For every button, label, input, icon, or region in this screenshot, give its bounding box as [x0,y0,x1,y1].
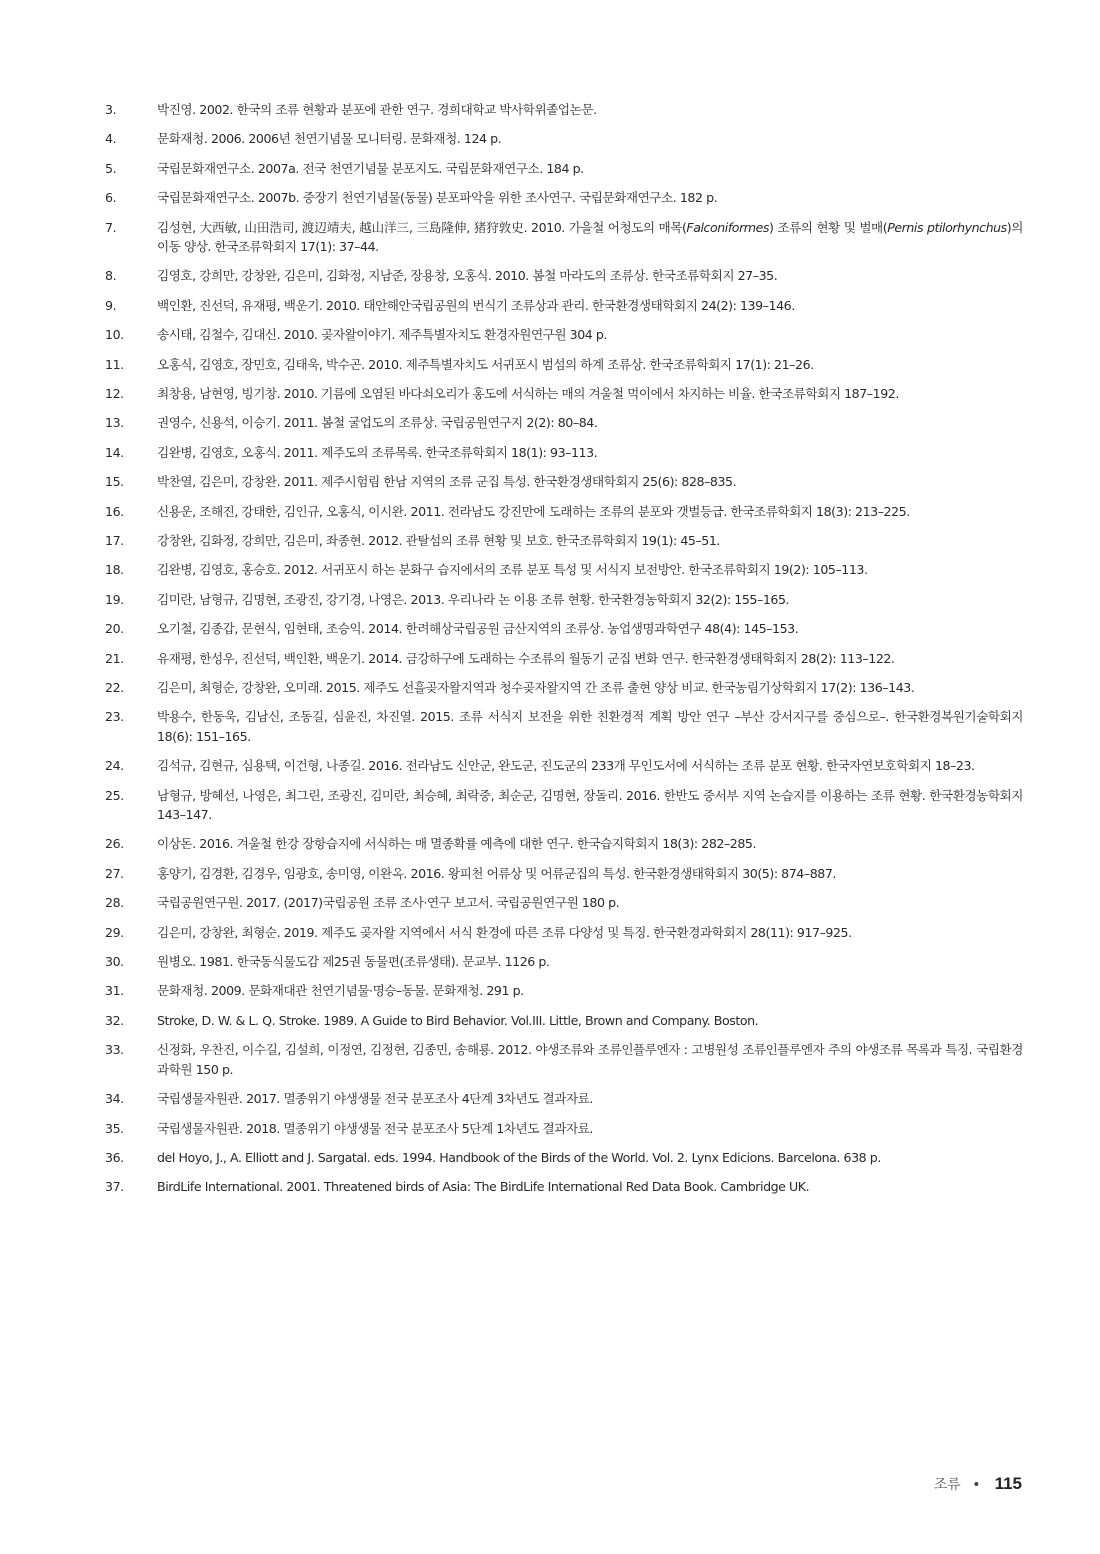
reference-number: 10. [105,327,124,343]
page-number: 115 [994,1474,1022,1493]
reference-item [105,981,1023,1001]
reference-item [105,188,1023,208]
reference-number: 14. [105,444,124,460]
reference-text: 박찬열, 김은미, 강창완. 2011. 제주시험림 한남 지역의 조류 군집 특성. 한국환경생태학회지 25(6): 828–835. [157,474,737,490]
reference-number: 13. [105,415,124,431]
reference-text: 김미란, 남형규, 김명현, 조광진, 강기경, 나영은. 2013. 우리나라 논 이용 조류 현황. 한국환경농학회지 32(2): 155–165. [157,591,790,607]
reference-text: 박용수, 한동욱, 김남신, 조동길, 심윤진, 차진열. 2015. 조류 서식지 보전을 위한 친환경적 계획 방안 연구 –부산 강서지구를 중심으로–. 한국환경복원기술학회지 18(6): 151–165. [157,709,1023,744]
reference-number: 4. [105,131,117,147]
reference-item [105,1089,1023,1109]
reference-text: 문화재청. 2006. 2006년 천연기념물 모니터링. 문화재청. 124 p. [157,131,502,147]
reference-text: 박진영. 2002. 한국의 조류 현황과 분포에 관한 연구. 경희대학교 박사학위졸업논문. [157,102,597,117]
reference-number: 30. [105,954,124,970]
reference-number: 7. [105,219,117,235]
reference-item [105,325,1023,345]
reference-item [105,413,1023,433]
reference-number: 20. [105,621,124,637]
reference-number: 24. [105,758,124,774]
reference-item [105,266,1023,286]
reference-text: 국립생물자원관. 2018. 멸종위기 야생생물 전국 분포조사 5단계 1차년도 결과자료. [157,1120,593,1136]
reference-text: 김영호, 강희만, 강창완, 김은미, 김화정, 지남준, 장용창, 오홍식. 2010. 봄철 마라도의 조류상. 한국조류학회지 27–35. [157,268,778,284]
reference-text: 백인환, 진선덕, 유재평, 백운기. 2010. 태안해안국립공원의 번식기 조류상과 관리. 한국환경생태학회지 24(2): 139–146. [157,297,795,313]
reference-number: 37. [105,1179,124,1195]
reference-number: 27. [105,865,124,881]
reference-text: 김은미, 최형순, 강창완, 오미래. 2015. 제주도 선흘곶자왈지역과 청수곶자왈지역 간 조류 출현 양상 비교. 한국농림기상학회지 17(2): 136–143. [157,679,915,695]
reference-item [105,159,1023,179]
reference-number: 22. [105,679,124,695]
reference-text: 이상돈. 2016. 겨울철 한강 장항습지에 서식하는 매 멸종확률 예측에 대한 연구. 한국습지학회지 18(3): 282–285. [157,836,757,852]
reference-number: 35. [105,1120,124,1136]
reference-number: 18. [105,562,124,578]
reference-item [105,531,1023,551]
reference-text: 국립문화재연구소. 2007b. 중장기 천연기념물(동물) 분포파악을 위한 조사연구. 국립문화재연구소. 182 p. [157,190,718,206]
reference-text: 신정화, 우찬진, 이수길, 김설희, 이정연, 김정현, 김종민, 송해룡. 2012. 야생조류와 조류인플루엔자 : 고병원성 조류인플루엔자 주의 야생조류 목록과 특징. 국립환경과학원 150 p. [157,1042,1023,1077]
reference-text: 송시태, 김철수, 김대신. 2010. 곶자왈이야기. 제주특별자치도 환경자원연구원 304 p. [157,327,607,343]
reference-item [105,355,1023,375]
reference-text: BirdLife International. 2001. Threatened birds of Asia: The BirdLife International Red Data Book. Cambridge UK. [157,1179,810,1195]
scientific-name: Falconiformes [686,219,770,235]
reference-text: 오기철, 김종갑, 문현식, 임현태, 조승익. 2014. 한려해상국립공원 금산지역의 조류상. 농업생명과학연구 48(4): 145–153. [157,621,799,637]
reference-number: 32. [105,1012,124,1028]
reference-item [105,1119,1023,1139]
reference-text: 유재평, 한성우, 진선덕, 백인환, 백운기. 2014. 금강하구에 도래하는 수조류의 월동기 군집 변화 연구. 한국환경생태학회지 28(2): 113–122. [157,650,895,666]
reference-item [105,443,1023,463]
reference-item [105,707,1023,746]
scientific-name: Pernis ptilorhynchus [887,219,1007,235]
section-title: 조류 [933,1477,961,1493]
reference-item [105,923,1023,943]
reference-text: 남형규, 방혜선, 나영은, 최그린, 조광진, 김미란, 최승혜, 최락중, 최순군, 김명현, 장돌리. 2016. 한반도 중서부 지역 논습지를 이용하는 조류 현황. 한국환경농학회지 143–147. [157,787,1023,823]
reference-number: 21. [105,650,124,666]
reference-number: 36. [105,1149,124,1165]
reference-item [105,756,1023,776]
reference-item [105,786,1023,825]
reference-item [105,619,1023,639]
page-footer [934,1474,1022,1494]
reference-number: 6. [105,190,117,206]
reference-number: 29. [105,924,124,940]
reference-text: 국립공원연구원. 2017. (2017)국립공원 조류 조사·연구 보고서. 국립공원연구원 180 p. [157,895,620,911]
reference-text: 홍양기, 김경환, 김경우, 임광호, 송미영, 이완옥. 2016. 왕피천 어류상 및 어류군집의 특성. 한국환경생태학회지 30(5): 874–887. [157,865,836,881]
reference-number: 26. [105,836,124,852]
reference-number: 8. [105,268,117,284]
reference-number: 31. [105,983,124,999]
reference-number: 19. [105,591,124,607]
reference-text-part: 김성현, 大西敏, 山田浩司, 渡辺靖夫, 越山洋三, 三島隆伸, 猪狩敦史. 2010. 가을철 어청도의 매목( [157,219,687,235]
reference-number: 34. [105,1091,124,1107]
reference-text: 김은미, 강창완, 최형순. 2019. 제주도 곶자왈 지역에서 서식 환경에 따른 조류 다양성 및 특징. 한국환경과학회지 28(11): 917–925. [157,924,852,940]
reference-item [105,1040,1023,1079]
reference-text [157,218,1023,257]
reference-item [105,649,1023,669]
reference-item [105,472,1023,492]
reference-number: 12. [105,386,124,402]
reference-item [105,834,1023,854]
reference-text-part: )의 이동 양상. 한국조류학회지 17(1): 37–44. [157,219,1023,255]
reference-item [105,502,1023,522]
reference-number: 17. [105,532,124,548]
reference-text: Stroke, D. W. & L. Q. Stroke. 1989. A Guide to Bird Behavior. Vol.III. Little, Brown and Company. Boston. [157,1012,759,1028]
reference-number: 15. [105,474,124,490]
reference-item [105,952,1023,972]
reference-number: 33. [105,1042,124,1058]
reference-item [105,384,1023,404]
reference-number: 9. [105,297,117,313]
reference-item [105,1148,1023,1168]
reference-text: 국립생물자원관. 2017. 멸종위기 야생생물 전국 분포조사 4단계 3차년도 결과자료. [157,1091,593,1107]
reference-item [105,560,1023,580]
reference-text-part: ) 조류의 현황 및 벌매( [769,219,888,235]
reference-number: 23. [105,709,124,725]
reference-item [105,100,1023,120]
reference-text: 김석규, 김현규, 심용택, 이건형, 나종길. 2016. 전라남도 신안군, 완도군, 진도군의 233개 무인도서에 서식하는 조류 분포 현황. 한국자연보호학회지 18–23. [157,758,975,774]
reference-text: 김완병, 김영호, 홍승호. 2012. 서귀포시 하논 분화구 습지에서의 조류 분포 특성 및 서식지 보전방안. 한국조류학회지 19(2): 105–113. [157,562,868,578]
reference-item [105,129,1023,149]
reference-text: 강창완, 김화정, 강희만, 김은미, 좌종현. 2012. 관탈섬의 조류 현황 및 보호. 한국조류학회지 19(1): 45–51. [157,532,720,548]
reference-number: 28. [105,895,124,911]
reference-text: 원병오. 1981. 한국동식물도감 제25권 동물편(조류생태). 문교부. 1126 p. [157,954,550,970]
bullet-separator: • [972,1477,981,1493]
reference-item [105,1011,1023,1031]
reference-item [105,218,1023,257]
reference-item [105,1177,1023,1197]
reference-item [105,678,1023,698]
reference-number: 25. [105,787,124,803]
reference-list [105,100,1023,1207]
reference-number: 16. [105,503,124,519]
reference-text: 국립문화재연구소. 2007a. 전국 천연기념물 분포지도. 국립문화재연구소. 184 p. [157,160,584,176]
reference-text: 문화재청. 2009. 문화재대관 천연기념물·명승–동물. 문화재청. 291 p. [157,983,524,999]
reference-number: 5. [105,160,117,176]
reference-number: 3. [105,102,117,117]
reference-text: 권영수, 신용석, 이승기. 2011. 봄철 굴업도의 조류상. 국립공원연구지 2(2): 80–84. [157,415,598,431]
reference-item [105,590,1023,610]
reference-item [105,296,1023,316]
reference-text: 김완병, 김영호, 오홍식. 2011. 제주도의 조류목록. 한국조류학회지 18(1): 93–113. [157,444,598,460]
reference-item [105,893,1023,913]
reference-text: 오홍식, 김영호, 장민호, 김태욱, 박수곤. 2010. 제주특별자치도 서귀포시 범섬의 하계 조류상. 한국조류학회지 17(1): 21–26. [157,356,814,372]
reference-text: del Hoyo, J., A. Elliott and J. Sargatal. eds. 1994. Handbook of the Birds of the World. Vol. 2. Lynx Edicions. Barcelona. 638 p. [157,1149,881,1165]
reference-item [105,864,1023,884]
reference-number: 11. [105,356,124,372]
reference-text: 신용운, 조해진, 강태한, 김인규, 오홍식, 이시완. 2011. 전라남도 강진만에 도래하는 조류의 분포와 갯벌등급. 한국조류학회지 18(3): 213–225. [157,503,910,519]
reference-text: 최창용, 남현영, 빙기창. 2010. 기름에 오염된 바다쇠오리가 홍도에 서식하는 매의 겨울철 먹이에서 차지하는 비율. 한국조류학회지 187–192. [157,386,899,402]
